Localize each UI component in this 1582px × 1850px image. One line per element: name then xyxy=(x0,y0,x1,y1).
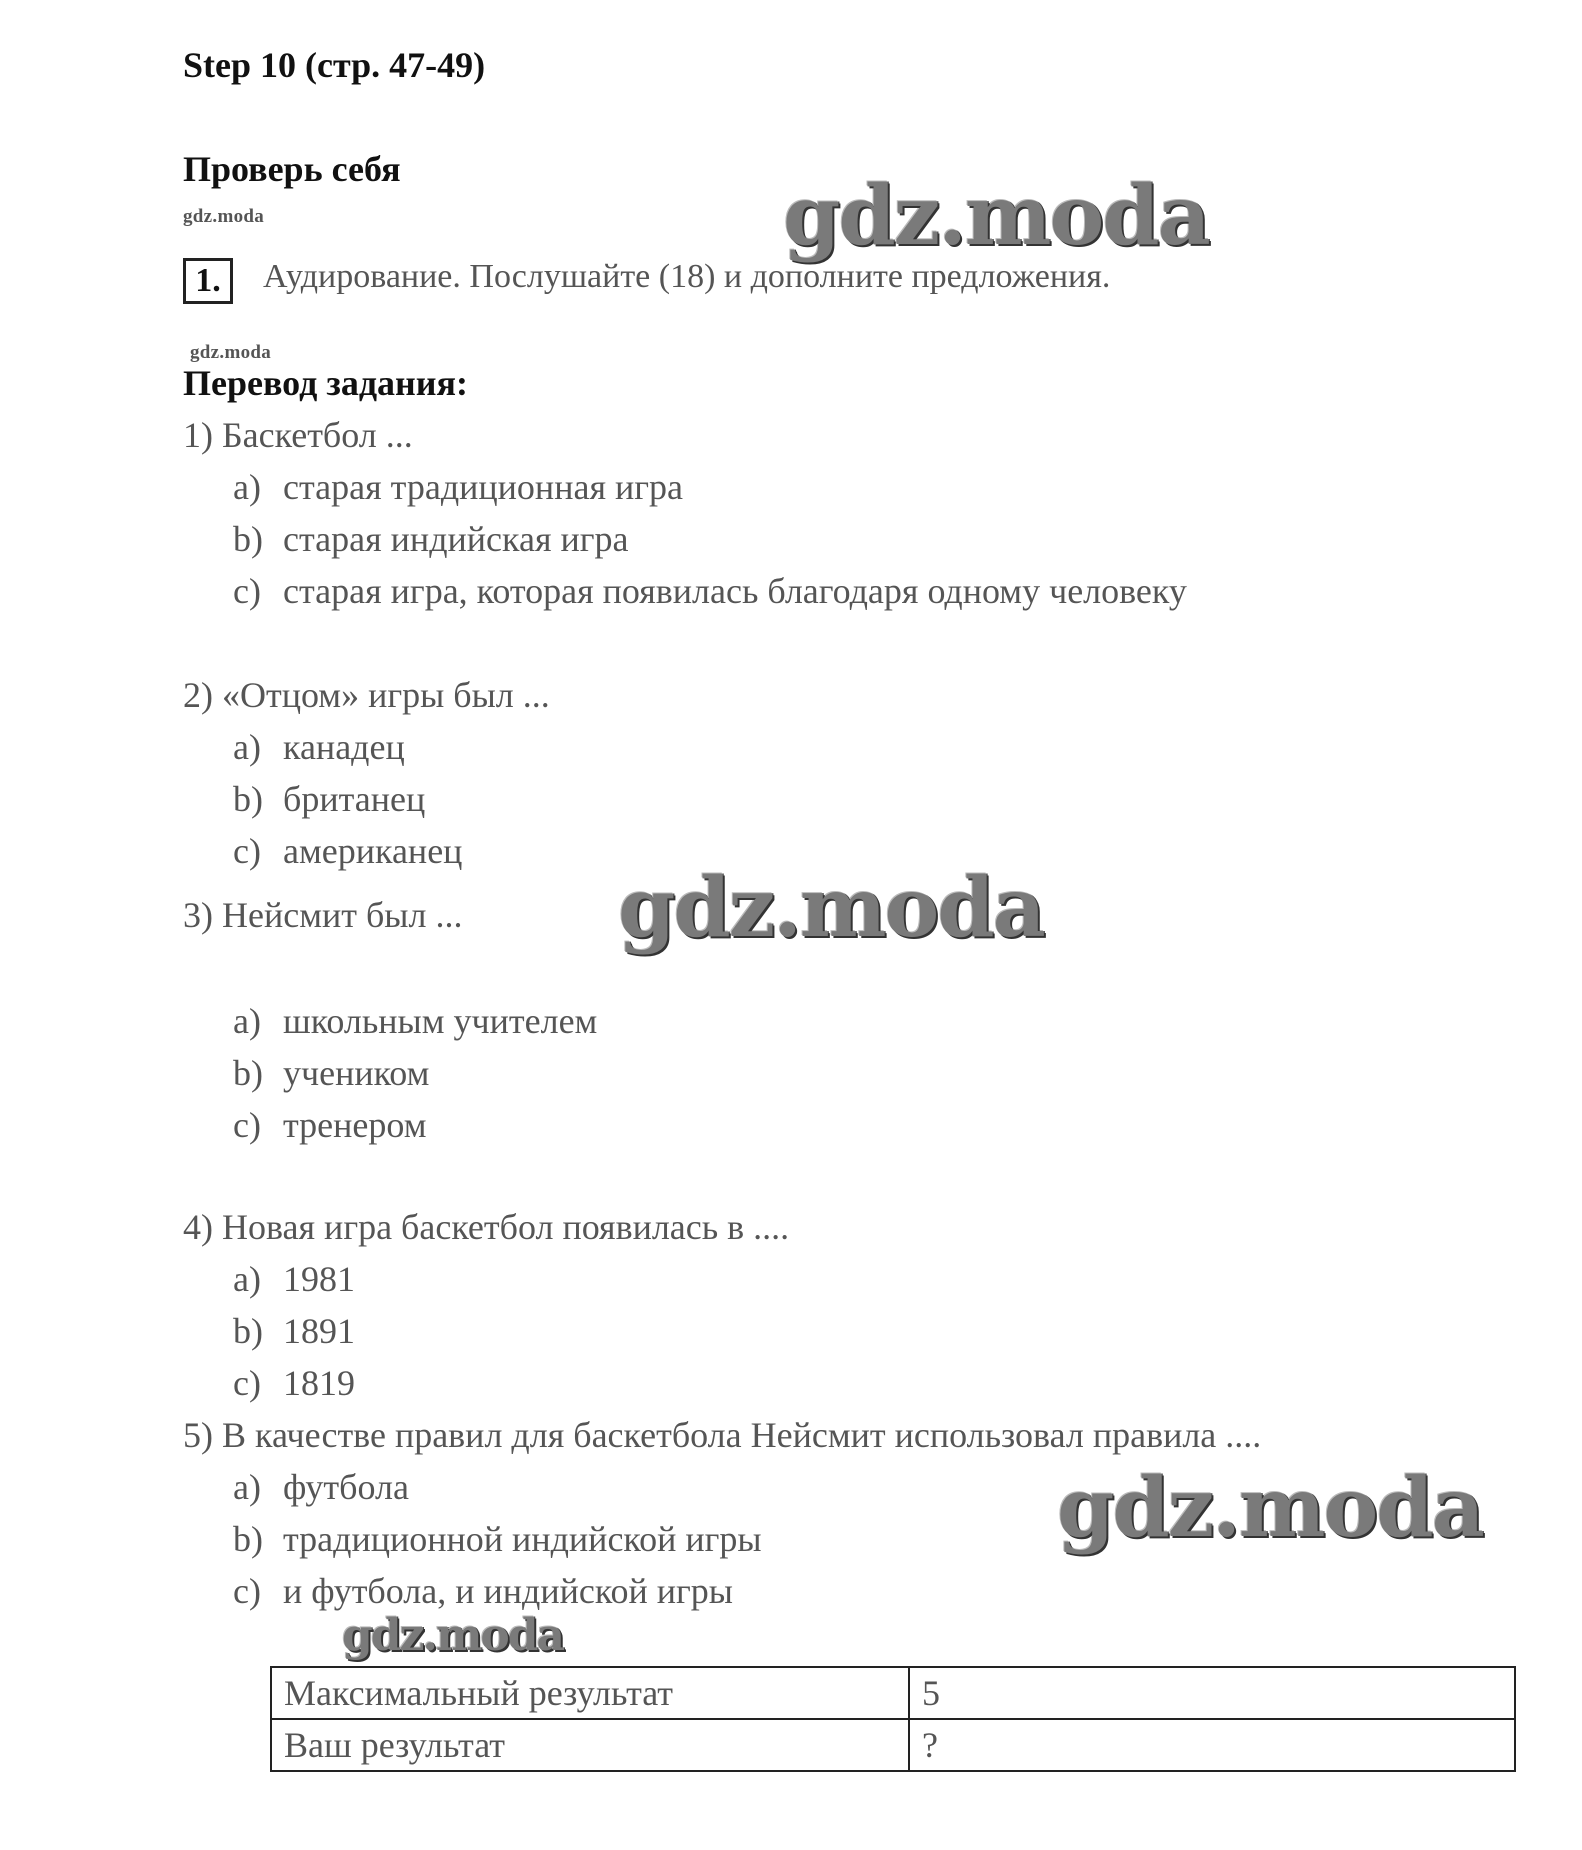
watermark-small: gdz.moda xyxy=(183,206,265,227)
question-1: 1) Баскетбол ... xyxy=(183,415,413,455)
max-result-label: Максимальный результат xyxy=(271,1667,909,1719)
option-3c: c) тренером xyxy=(233,1105,427,1145)
watermark-large: gdz.moda xyxy=(783,168,1209,264)
option-3a: a) школьным учителем xyxy=(233,1001,598,1041)
watermark-medium: gdz.moda xyxy=(342,1610,564,1661)
option-2c: c) американец xyxy=(233,831,463,871)
watermark-large: gdz.moda xyxy=(618,860,1044,956)
task-instruction: Аудирование. Послушайте (18) и дополните предложения. xyxy=(263,258,1111,295)
your-result-value[interactable]: ? xyxy=(909,1719,1515,1771)
question-5: 5) В качестве правил для баскетбола Нейсмит использовал правила .... xyxy=(183,1415,1262,1455)
option-5c: c) и футбола, и индийской игры xyxy=(233,1571,733,1611)
result-table xyxy=(270,1666,1516,1772)
question-4: 4) Новая игра баскетбол появилась в .... xyxy=(183,1207,790,1247)
max-result-value: 5 xyxy=(909,1667,1515,1719)
watermark-large: gdz.moda xyxy=(1057,1460,1483,1556)
option-1a: a) старая традиционная игра xyxy=(233,467,684,507)
option-4b: b) 1891 xyxy=(233,1311,355,1351)
option-3b: b) учеником xyxy=(233,1053,430,1093)
question-3: 3) Нейсмит был ... xyxy=(183,895,463,935)
option-4a: a) 1981 xyxy=(233,1259,355,1299)
option-5a: a) футбола xyxy=(233,1467,409,1507)
task-number: 1. xyxy=(183,258,233,304)
translation-title: Перевод задания: xyxy=(183,363,468,403)
table-row xyxy=(271,1667,1515,1719)
option-2a: a) канадец xyxy=(233,727,405,767)
option-4c: c) 1819 xyxy=(233,1363,355,1403)
page-title: Step 10 (стр. 47-49) xyxy=(183,45,486,85)
your-result-label: Ваш результат xyxy=(271,1719,909,1771)
option-1c: c) старая игра, которая появилась благодаря одному человеку xyxy=(233,571,1187,611)
section-title: Проверь себя xyxy=(183,149,401,189)
question-2: 2) «Отцом» игры был ... xyxy=(183,675,550,715)
table-row xyxy=(271,1719,1515,1771)
option-1b: b) старая индийская игра xyxy=(233,519,629,559)
option-2b: b) британец xyxy=(233,779,426,819)
option-5b: b) традиционной индийской игры xyxy=(233,1519,762,1559)
watermark-small: gdz.moda xyxy=(190,342,272,363)
